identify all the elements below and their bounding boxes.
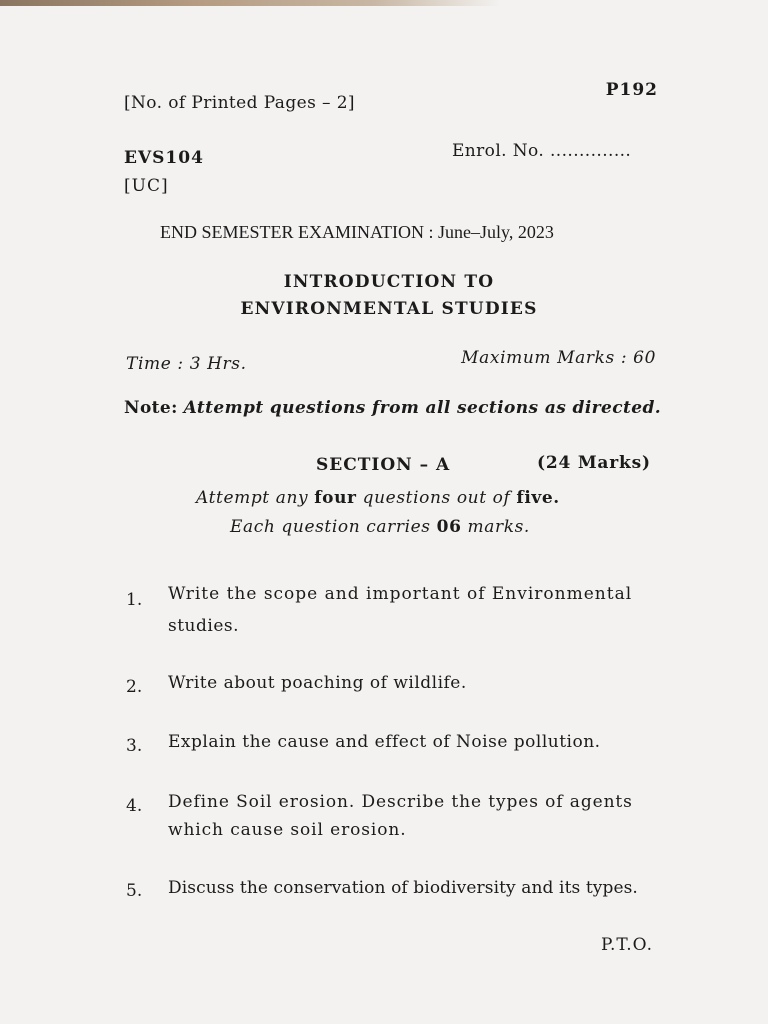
- section-instruction-1: [196, 488, 560, 508]
- question-number: 1.: [126, 590, 143, 610]
- instr2-part-c: marks.: [467, 517, 530, 537]
- section-instruction-2: [230, 517, 530, 537]
- exam-time: Time : 3 Hrs.: [126, 354, 247, 374]
- question-text: Write about poaching of wildlife.: [168, 673, 467, 693]
- note-text: Attempt questions from all sections as directed.: [183, 398, 662, 418]
- instr2-part-a: Each question carries: [230, 517, 431, 537]
- printed-pages: [No. of Printed Pages – 2]: [124, 93, 355, 113]
- instr1-part-c: questions out of: [362, 488, 511, 508]
- question-text-continued: studies.: [168, 616, 240, 636]
- note-label: Note:: [124, 398, 178, 418]
- question-number: 3.: [126, 736, 143, 756]
- subject-title-line1: INTRODUCTION TO: [283, 272, 495, 292]
- section-title: SECTION – A: [316, 455, 451, 475]
- page-turn-over: P.T.O.: [601, 935, 653, 955]
- instr1-part-b: four: [314, 488, 357, 508]
- enrol-number: Enrol. No. ..............: [452, 141, 632, 161]
- course-category: [UC]: [124, 176, 169, 196]
- instr1-part-a: Attempt any: [196, 488, 309, 508]
- instr2-part-b: 06: [436, 517, 462, 537]
- question-text-continued: which cause soil erosion.: [168, 820, 407, 840]
- course-code: EVS104: [124, 148, 204, 168]
- section-marks: (24 Marks): [537, 453, 651, 473]
- subject-title-line2: ENVIRONMENTAL STUDIES: [240, 299, 538, 319]
- question-number: 2.: [126, 677, 143, 697]
- instr1-part-d: five.: [516, 488, 560, 508]
- paper-top-edge: [0, 0, 500, 6]
- question-number: 4.: [126, 796, 143, 816]
- question-number: 5.: [126, 881, 143, 901]
- max-marks: Maximum Marks : 60: [461, 348, 656, 368]
- question-text: Discuss the conservation of biodiversity and its types.: [168, 878, 638, 898]
- question-text: Write the scope and important of Environmental: [168, 584, 633, 604]
- exam-title: END SEMESTER EXAMINATION : June–July, 2023: [160, 222, 554, 242]
- question-text: Explain the cause and effect of Noise pollution.: [168, 732, 601, 752]
- paper-code: P192: [605, 80, 658, 100]
- note: [124, 398, 661, 418]
- question-text: Define Soil erosion. Describe the types of agents: [168, 792, 633, 812]
